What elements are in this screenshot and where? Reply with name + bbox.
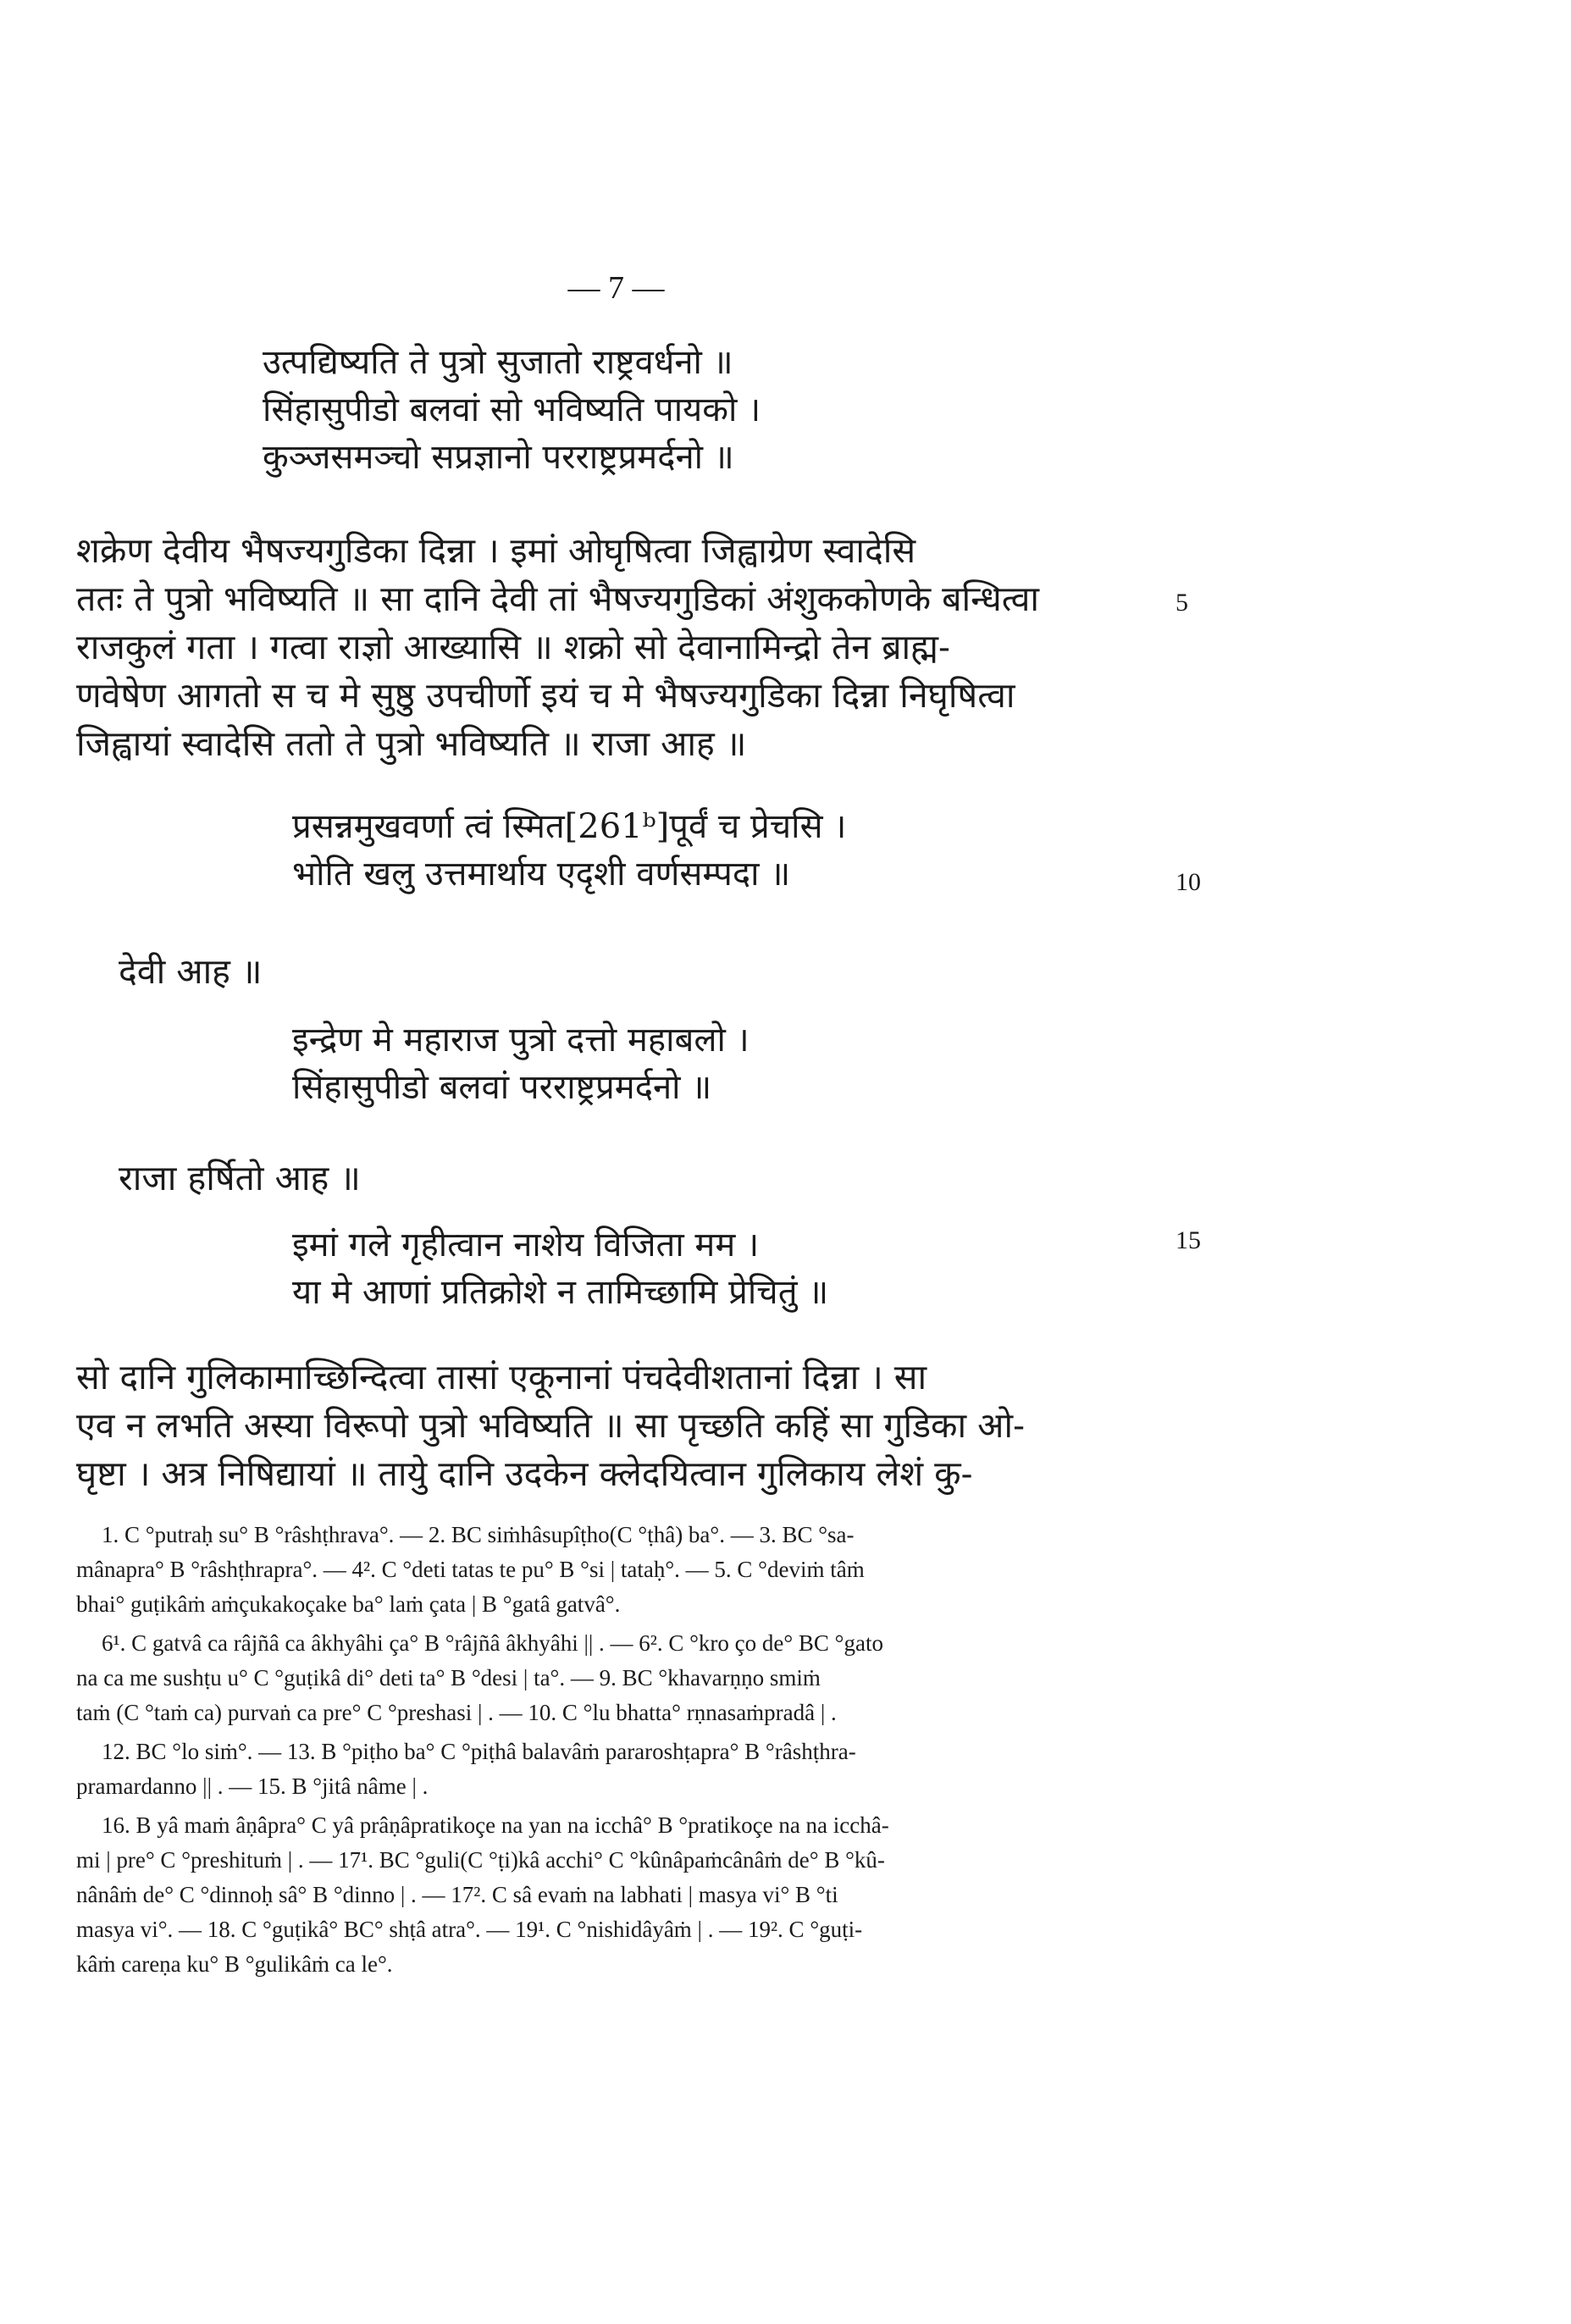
footnote-line: na ca me sushṭu u° C °guṭikâ di° deti ta° B °desi | ta°. — 9. BC °khavarṇṇo smiṁ [76,1665,821,1690]
verse-block-4 [292,1221,828,1316]
verse-block-1 [263,339,761,481]
footnote-line: 12. BC °lo siṁ°. — 13. B °piṭho ba° C °piṭhâ balavâṁ pararoshṭapra° B °râshṭhra- [102,1739,856,1764]
footnote-block [76,1735,1177,1804]
verse-line: सिंहासुपीडो बलवां परराष्ट्रप्रमर्दनो ॥ [292,1068,712,1107]
verse-line: इन्द्रेण मे महाराज पुत्रो दत्तो महाबलो । [292,1021,750,1060]
footnote-block [76,1518,1177,1622]
footnote-line: bhai° guṭikâṁ aṁçukakoçake ba° laṁ çata | B °gatâ gatvâ°. [76,1591,621,1617]
footnote-line: 1. C °putraḥ su° B °râshṭhrava°. — 2. BC siṁhâsupîṭho(C °ṭhâ) ba°. — 3. BC °sa- [102,1522,855,1547]
speaker-heading: देवी आह ॥ [119,951,263,992]
verse-line: प्रसन्नमुखवर्णा त्वं स्मित[261ᵇ]पूर्वं च प्रेचसि । [292,807,847,846]
margin-line-number: 15 [1175,1226,1201,1254]
prose-line: शक्रेण देवीय भैषज्यगुडिका दिन्ना । इमां ओघृषित्वा जिह्वाग्रेण स्वादेसि [76,530,916,571]
verse-line: या मे आणां प्रतिक्रोशे न तामिच्छामि प्रेचितुं ॥ [292,1273,829,1312]
prose-paragraph-1 [76,527,1186,768]
prose-line: जिह्वायां स्वादेसि ततो ते पुत्रो भविष्यति ॥ राजा आह ॥ [76,723,747,764]
footnote-line: nânâṁ de° C °dinnoḥ sâ° B °dinno | . — 17². C sâ evaṁ na labhati | masya vi° B °ti [76,1882,838,1907]
margin-line-number: 5 [1175,589,1188,617]
verse-line: उत्पद्यिष्यति ते पुत्रो सुजातो राष्ट्रवर्धनो ॥ [263,343,733,382]
footnote-block [76,1808,1177,1982]
prose-line: राजकुलं गता । गत्वा राज्ञो आख्यासि ॥ शक्रो सो देवानामिन्द्रो तेन ब्राह्म- [76,627,950,667]
prose-paragraph-2 [76,1353,1186,1498]
footnote-line: 6¹. C gatvâ ca râjñâ ca âkhyâhi ça° B °râjñâ âkhyâhi || . — 6². C °kro ço de° BC °gato [102,1630,883,1656]
verse-block-3 [292,1016,750,1111]
footnote-block [76,1626,1177,1730]
speaker-heading: राजा हर्षितो आह ॥ [119,1158,361,1198]
verse-line: सिंहासुपीडो बलवां सो भविष्यति पायको । [263,390,761,429]
footnote-line: 16. B yâ maṁ âṇâpra° C yâ prâṇâpratikoçe na yan na icchâ° B °pratikoçe na na icchâ- [102,1812,889,1838]
prose-line: णवेषेण आगतो स च मे सुष्ठु उपचीर्णो इयं च मे भैषज्यगुडिका दिन्ना निघृषित्वा [76,675,1015,716]
prose-line: एव न लभति अस्या विरूपो पुत्रो भविष्यति ॥ सा पृच्छति कहिं सा गुडिका ओ- [76,1405,1025,1446]
footnotes [76,1518,1177,1986]
verse-line: कुञ्जसमञ्चो सप्रज्ञानो परराष्ट्रप्रमर्दनो ॥ [263,438,734,477]
footnote-line: masya vi°. — 18. C °guṭikâ° BC° shṭâ atra°. — 19¹. C °nishidâyâṁ | . — 19². C °guṭi- [76,1917,863,1942]
footnote-line: kâṁ careṇa ku° B °gulikâṁ ca le°. [76,1951,393,1977]
margin-line-number: 10 [1175,868,1201,896]
footnote-line: mi | pre° C °preshituṁ | . — 17¹. BC °guli(C °ṭi)kâ acchi° C °kûnâpaṁcânâṁ de° B °kû- [76,1847,885,1873]
page-number: — 7 — [567,270,665,306]
verse-line: इमां गले गृहीत्वान नाशेय विजिता मम । [292,1226,760,1264]
prose-line: ततः ते पुत्रो भविष्यति ॥ सा दानि देवी तां भैषज्यगुडिकां अंशुककोणके बन्धित्वा [76,578,1039,619]
verse-line: भोति खलु उत्तमार्थाय एदृशी वर्णसम्पदा ॥ [292,855,791,894]
footnote-line: mânapra° B °râshṭhrapra°. — 4². C °deti tatas te pu° B °si | tataḥ°. — 5. C °deviṁ tâṁ [76,1557,865,1582]
verse-block-2 [292,803,846,898]
footnote-line: taṁ (C °taṁ ca) purvaṅ ca pre° C °preshasi | . — 10. C °lu bhatta° rṇnasaṁpradâ | . [76,1700,837,1725]
prose-line: घृष्टा । अत्र निषिद्यायां ॥ तायेु दानि उदकेन क्लेदयित्वान गुलिकाय लेशं कु- [76,1453,973,1494]
footnote-line: pramardanno || . — 15. B °jitâ nâme | . [76,1773,429,1799]
prose-line: सो दानि गुलिकामाच्छिन्दित्वा तासां एकूनानां पंचदेवीशतानां दिन्ना । सा [76,1357,927,1397]
